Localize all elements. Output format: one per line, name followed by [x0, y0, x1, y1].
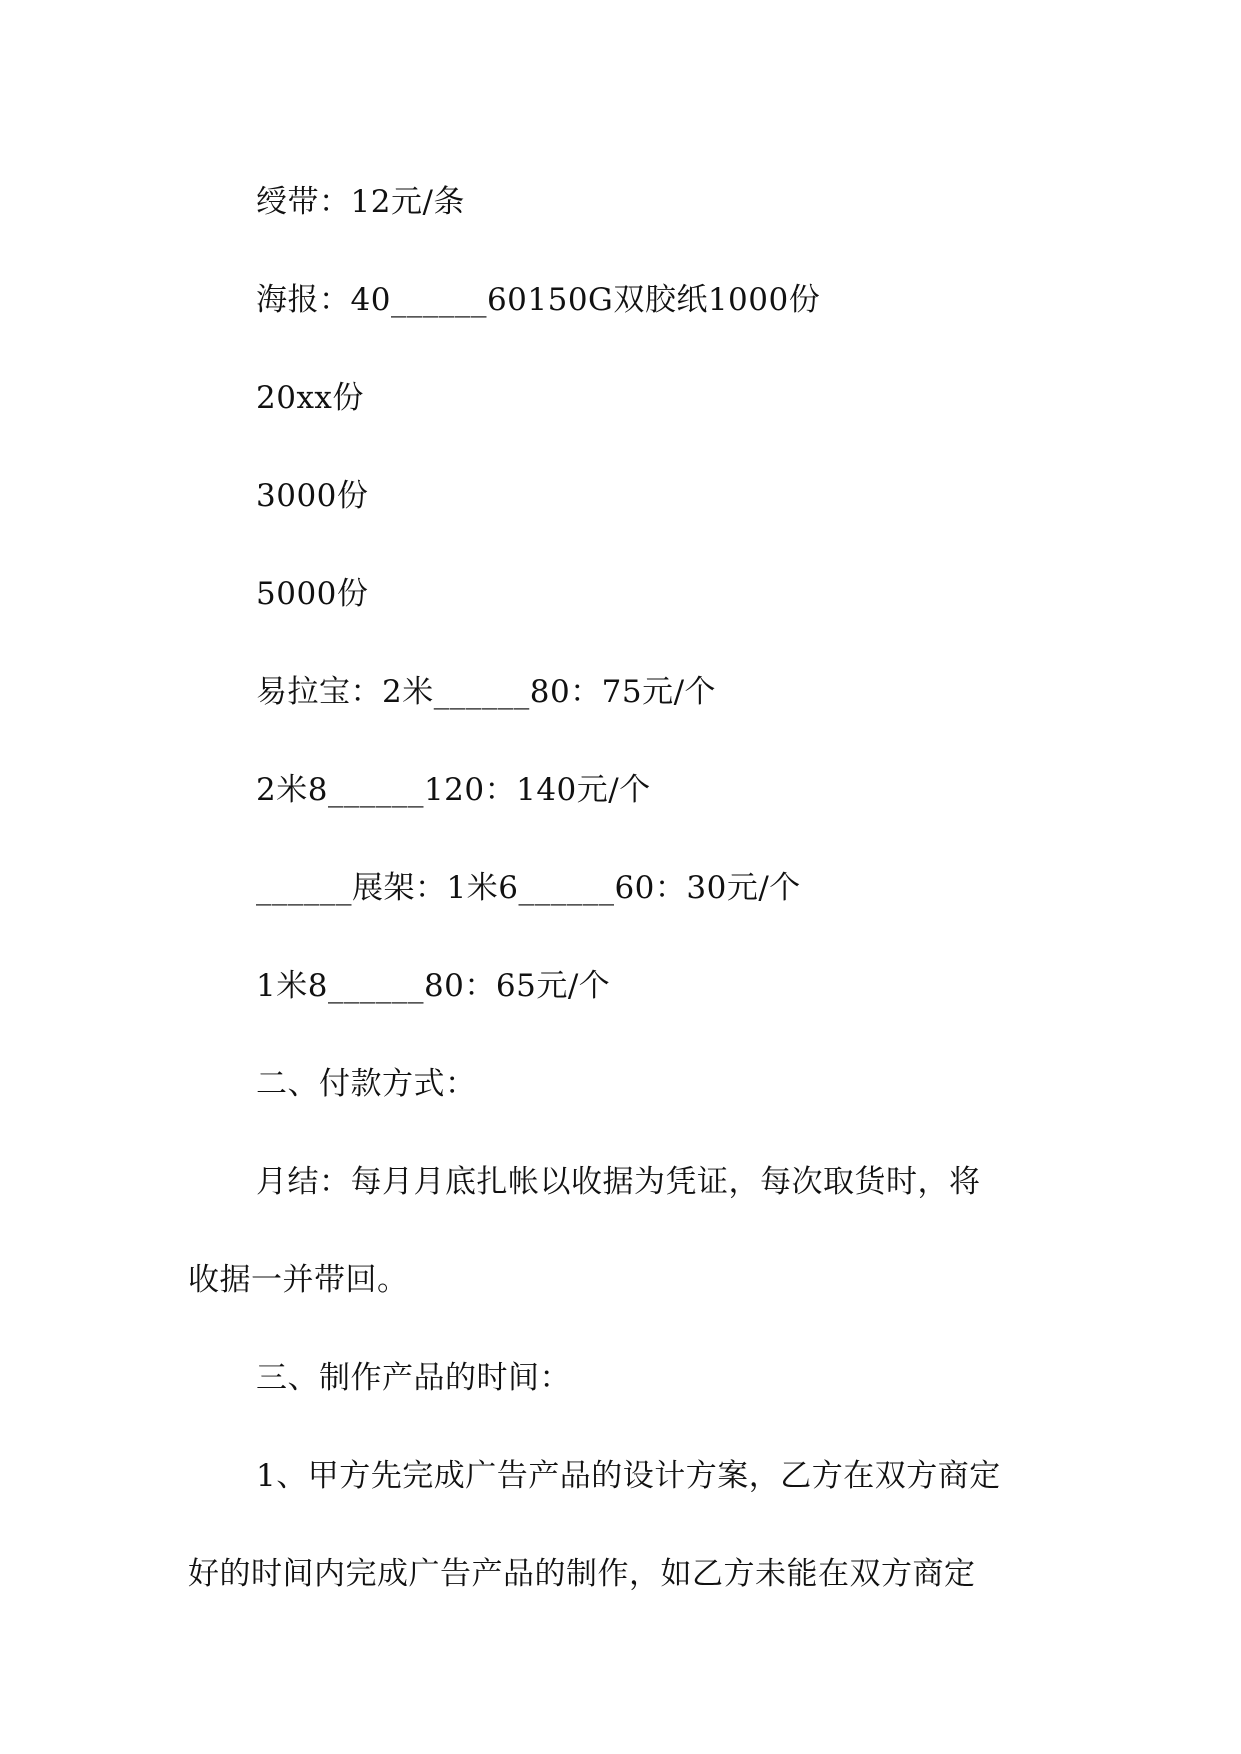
paragraph-monthly-settlement: 月结：每月月底扎帐以收据为凭证，每次取货时，将	[256, 1164, 981, 1200]
price-line-display-rack-large: 1米8______80：65元/个	[256, 968, 611, 1004]
section-heading-payment: 二、付款方式：	[256, 1066, 477, 1102]
poster-qty-20xx: 20xx份	[256, 380, 364, 416]
price-line-display-rack: ______展架：1米6______60：30元/个	[256, 870, 801, 906]
paragraph-clause-1: 1、甲方先完成广告产品的设计方案，乙方在双方商定	[256, 1458, 1001, 1494]
poster-qty-5000: 5000份	[256, 576, 369, 612]
paragraph-monthly-settlement-cont: 收据一并带回。	[188, 1262, 409, 1298]
price-line-ribbon: 绶带：12元/条	[256, 184, 465, 220]
price-line-rollup-large: 2米8______120：140元/个	[256, 772, 651, 808]
paragraph-clause-1-cont: 好的时间内完成广告产品的制作，如乙方未能在双方商定	[188, 1556, 976, 1592]
section-heading-production-time: 三、制作产品的时间：	[256, 1360, 571, 1396]
price-line-rollup: 易拉宝：2米______80：75元/个	[256, 674, 717, 710]
price-line-poster: 海报：40______60150G双胶纸1000份	[256, 282, 821, 318]
poster-qty-3000: 3000份	[256, 478, 369, 514]
